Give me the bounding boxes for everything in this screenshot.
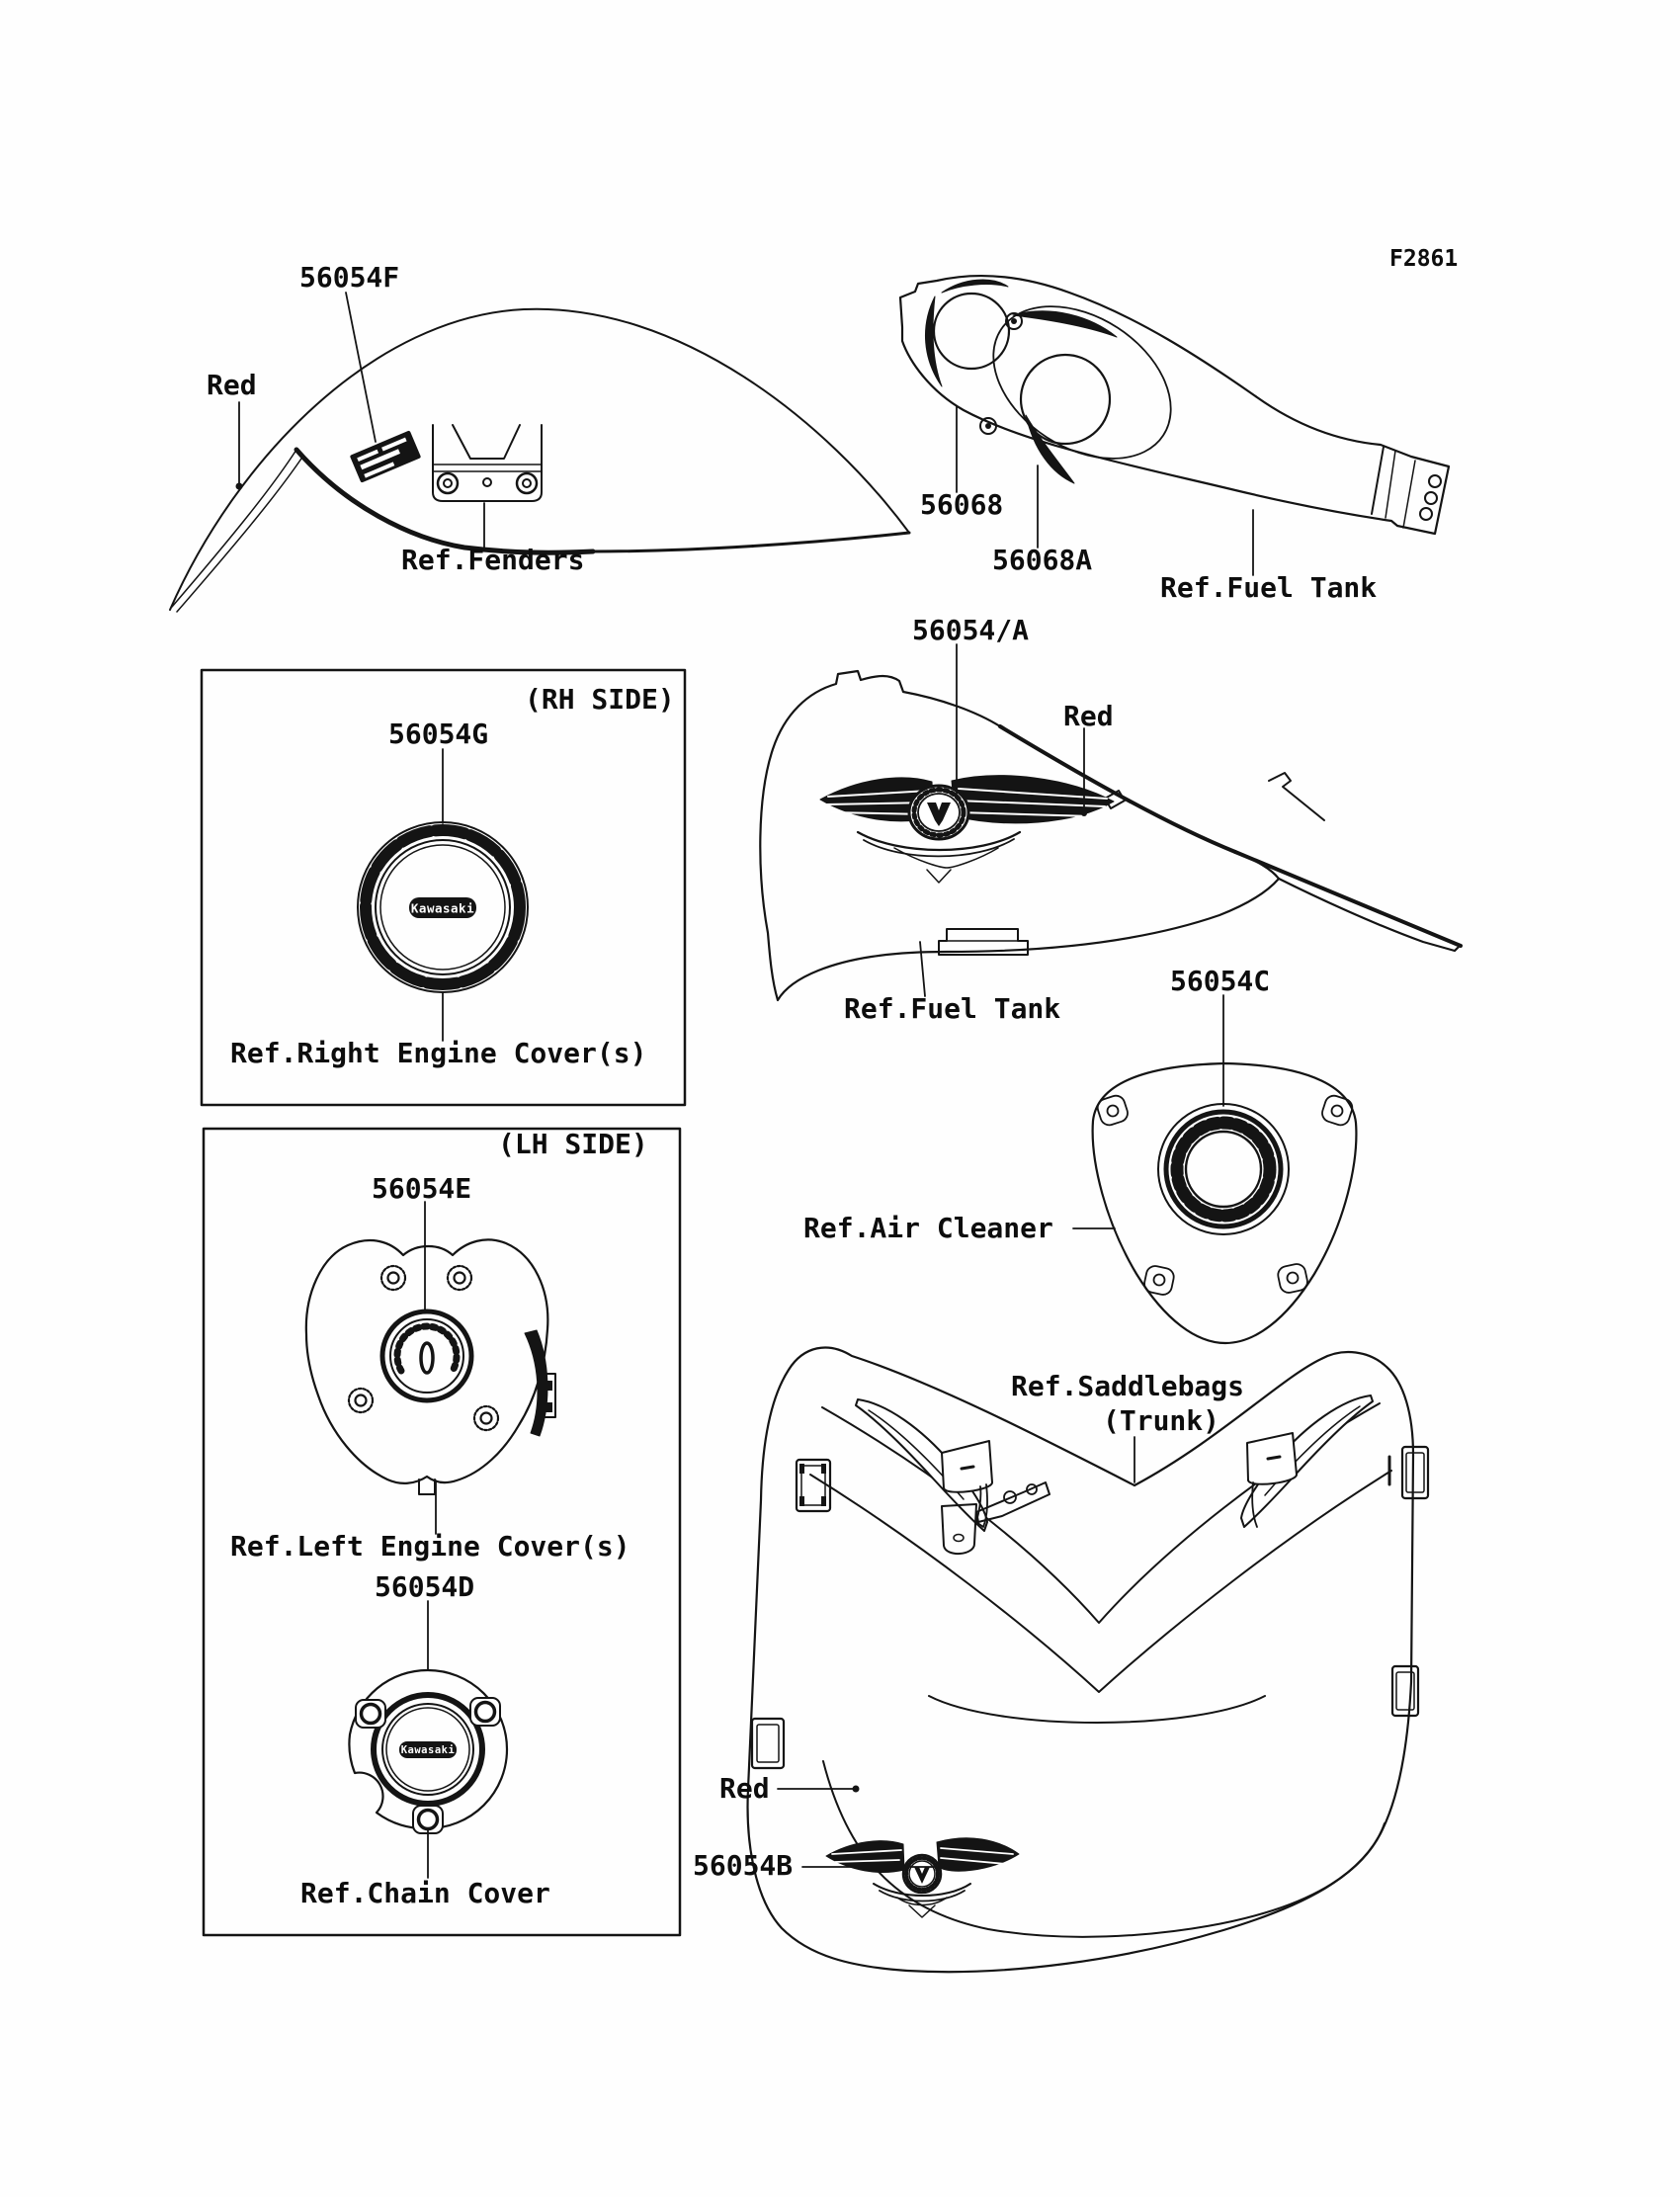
rh-part-label: 56054G [388,718,489,750]
trunk-ref-label-line1: Ref.Saddlebags [1011,1370,1245,1402]
fender-part-label: 56054F [299,261,400,294]
fender-decal-sticker [350,430,421,482]
tank-ref-label: Ref.Fuel Tank [844,992,1061,1025]
air-cleaner-drawing [1093,1063,1357,1343]
tank-part-label: 56054/A [912,614,1030,646]
fender-color-label: Red [207,369,257,401]
diagram-code: F2861 [1389,246,1459,272]
console-part-label-56068a: 56068A [992,544,1093,576]
air-cleaner-ref-label: Ref.Air Cleaner [803,1212,1053,1244]
rh-ref-label: Ref.Right Engine Cover(s) [230,1037,647,1069]
console-part-label-56068: 56068 [920,488,1004,521]
console-ref-label: Ref.Fuel Tank [1160,571,1378,604]
trunk-ref-label-line2: (Trunk) [1103,1404,1220,1437]
tank-wing-emblem [820,776,1114,883]
lh-part-label: 56054E [372,1172,472,1205]
fender-ref-label: Ref.Fenders [401,544,585,576]
chain-cover-part-label: 56054D [375,1570,475,1603]
rh-side-label: (RH SIDE) [525,683,675,716]
lh-side-label: (LH SIDE) [498,1128,648,1160]
lh-ref-label: Ref.Left Engine Cover(s) [230,1530,630,1563]
leader-lines [236,293,1254,1878]
trunk-color-label: Red [719,1772,770,1805]
rh-emblem-wordmark: Kawasaki [410,900,475,916]
trunk-wing-emblem [826,1838,1019,1917]
air-cleaner-part-label: 56054C [1170,965,1271,997]
chain-cover-emblem-wordmark: Kawasaki [400,1744,456,1756]
chain-cover-ref-label: Ref.Chain Cover [300,1877,550,1909]
trunk-part-label: 56054B [693,1849,794,1882]
tank-color-label: Red [1063,700,1114,732]
trunk-drawing [748,1348,1428,1973]
